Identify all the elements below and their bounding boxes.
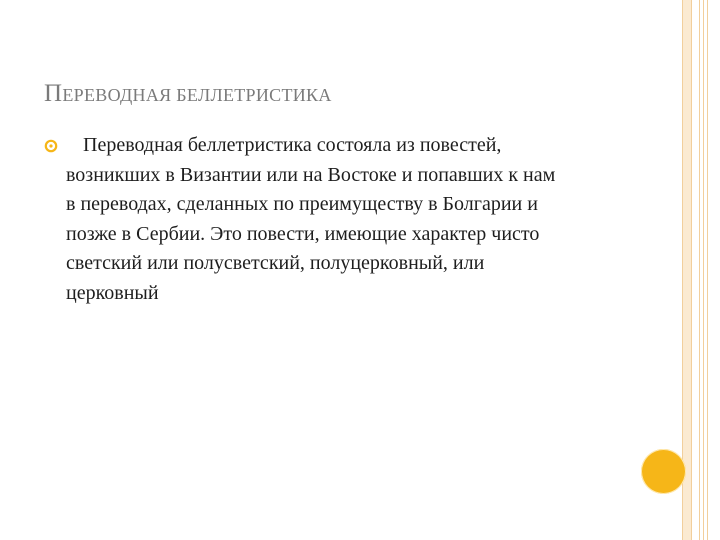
slide-title	[44, 80, 332, 108]
title-text: ЕРЕВОДНАЯ БЕЛЛЕТРИСТИКА	[62, 85, 332, 105]
bullet-icon	[44, 139, 58, 153]
border-band	[682, 0, 691, 540]
border-line	[707, 0, 708, 540]
body-text: Переводная беллетристика состояла из повестей, возникших в Византии или на Востоке и попавших к нам в переводах, сделанных по преимуществу в Болгарии и позже в Сербии. Это повести, имеющие характер чисто светский или полусветский, полуцерковный, или церковный	[66, 134, 556, 304]
border-line	[703, 0, 704, 540]
title-first-letter: П	[44, 80, 63, 107]
border-line	[699, 0, 700, 540]
decorative-circle	[641, 449, 686, 494]
border-line	[691, 0, 692, 540]
